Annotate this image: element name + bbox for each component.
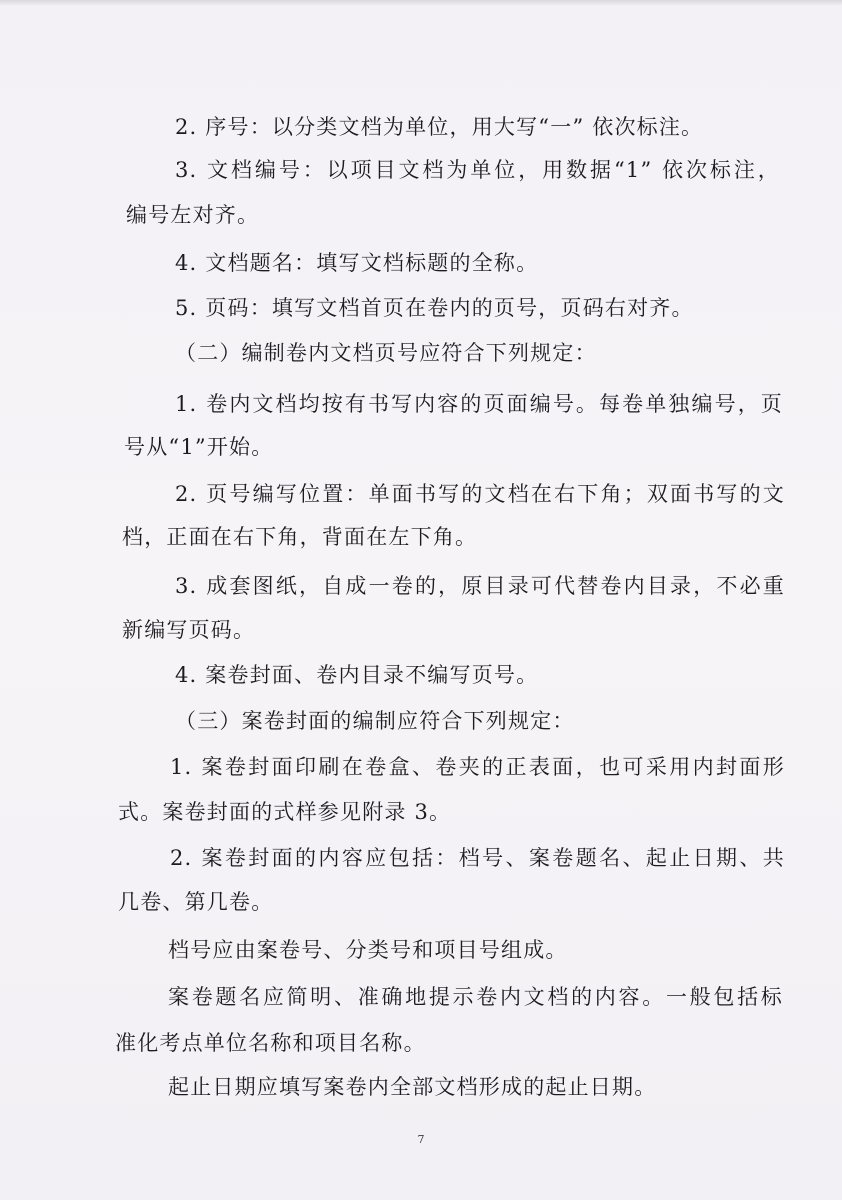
text-line: 1. 卷内文档均按有书写内容的页面编号。每卷单独编号，页 xyxy=(175,392,783,416)
text-line: 5. 页码：填写文档首页在卷内的页号，页码右对齐。 xyxy=(175,296,694,320)
text-line: 新编写页码。 xyxy=(122,618,256,642)
page-top-edge xyxy=(0,0,842,6)
text-line: 号从“1”开始。 xyxy=(124,435,274,459)
text-line: 3. 成套图纸，自成一卷的，原目录可代替卷内目录，不必重 xyxy=(175,574,785,598)
text-line: 档号应由案卷号、分类号和项目号组成。 xyxy=(168,938,568,962)
text-line: 档，正面在右下角，背面在左下角。 xyxy=(122,525,478,549)
text-line: 1. 案卷封面印刷在卷盒、卷夹的正表面，也可采用内封面形 xyxy=(170,755,785,779)
text-line: 案卷题名应简明、准确地提示卷内文档的内容。一般包括标 xyxy=(168,985,783,1009)
section-heading: （三）案卷封面的编制应符合下列规定： xyxy=(175,709,575,733)
text-line: 4. 文档题名：填写文档标题的全称。 xyxy=(175,251,539,275)
text-line: 2. 序号：以分类文档为单位，用大写“一” 依次标注。 xyxy=(175,115,704,139)
text-line: 式。案卷封面的式样参见附录 3。 xyxy=(118,800,452,824)
page-number: 7 xyxy=(417,1133,425,1146)
section-heading: （二）编制卷内文档页号应符合下列规定： xyxy=(175,341,597,365)
text-line: 3. 文档编号：以项目文档为单位，用数据“1” 依次标注， xyxy=(175,158,780,182)
text-line: 2. 页号编写位置：单面书写的文档在右下角；双面书写的文 xyxy=(175,482,785,506)
text-line: 编号左对齐。 xyxy=(126,203,260,227)
text-line: 起止日期应填写案卷内全部文档形成的起止日期。 xyxy=(168,1075,657,1099)
text-line: 4. 案卷封面、卷内目录不编写页号。 xyxy=(175,663,539,687)
text-line: 2. 案卷封面的内容应包括：档号、案卷题名、起止日期、共 xyxy=(170,846,785,870)
text-line: 几卷、第几卷。 xyxy=(118,890,274,914)
text-line: 准化考点单位名称和项目名称。 xyxy=(115,1031,426,1055)
